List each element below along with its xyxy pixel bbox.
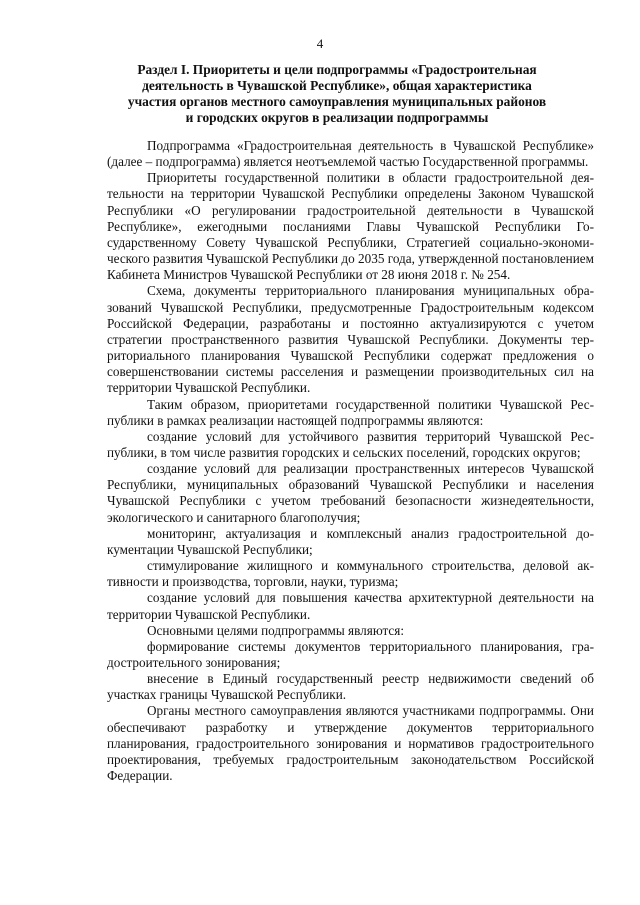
list-item: создание условий для повышения качества архитектурной деятельности на территории Чувашской Республики. xyxy=(107,590,594,622)
section-title-line: Раздел I. Приоритеты и цели подпрограммы «Градостроительная xyxy=(137,62,537,77)
section-title-line: деятельность в Чувашской Республике», общая характеристика xyxy=(142,78,532,93)
list-item: создание условий для устойчивого развития территорий Чувашской Республики, в том числе развития городских и сельских поселений, городских округов; xyxy=(107,428,594,460)
document-body xyxy=(107,138,594,784)
list-item: внесение в Единый государственный реестр недвижимости сведений об участках границы Чувашской Республики. xyxy=(107,671,594,703)
page-number: 4 xyxy=(316,36,324,51)
section-title xyxy=(110,62,564,126)
list-item: мониторинг, актуализация и комплексный анализ градостроительной документации Чувашской Республики; xyxy=(107,525,594,557)
paragraph: Подпрограмма «Градостроительная деятельность в Чувашской Республике» (далее – подпрограмма) является неотъемлемой частью Государственной программы. xyxy=(107,138,594,170)
list-item: стимулирование жилищного и коммунального строительства, деловой активности и производства, торговли, науки, туризма; xyxy=(107,558,594,590)
list-item: формирование системы документов территориального планирования, градостроительного зонирования; xyxy=(107,638,594,670)
list-item: создание условий для реализации пространственных интересов Чувашской Республики, муниципальных образований Чувашской Республики и населения Чувашской Республики с учетом требований безопасности жизнедеятельности, экологического и санитарного благополучия; xyxy=(107,461,594,525)
paragraph: Схема, документы территориального планирования муниципальных образований Чувашской Республики, предусмотренные Градостроительным кодексом Российской Федерации, разработаны и постоянно актуализируются с учетом стратегии пространственного развития Чувашской Республики. Документы территориального планирования Чувашской Республики содержат предложения о совершенствовании системы расселения и размещении производительных сил на территории Чувашской Республики. xyxy=(107,283,594,396)
paragraph: Органы местного самоуправления являются участниками подпрограммы. Они обеспечивают разработку и утверждение документов территориального планирования, градостроительного зонирования и нормативов градостроительного проектирования, требуемых градостроительным законодательством Российской Федерации. xyxy=(107,703,594,784)
paragraph: Таким образом, приоритетами государственной политики Чувашской Республики в рамках реализации настоящей подпрограммы являются: xyxy=(107,396,594,428)
section-title-line: участия органов местного самоуправления муниципальных районов xyxy=(127,94,547,109)
section-title-line: и городских округов в реализации подпрограммы xyxy=(185,110,489,125)
paragraph: Основными целями подпрограммы являются: xyxy=(147,622,405,638)
paragraph: Приоритеты государственной политики в области градостроительной деятельности на территории Чувашской Республики определены Законом Чувашской Республики «О регулировании градостроительной деятельности в Чувашской Республике», ежегодными посланиями Главы Чувашской Республики Государственному Совету Чувашской Республики, Стратегией социально-экономического развития Чувашской Республики до 2035 года, утвержденной постановлением Кабинета Министров Чувашской Республики от 28 июня 2018 г. № 254. xyxy=(107,170,594,283)
